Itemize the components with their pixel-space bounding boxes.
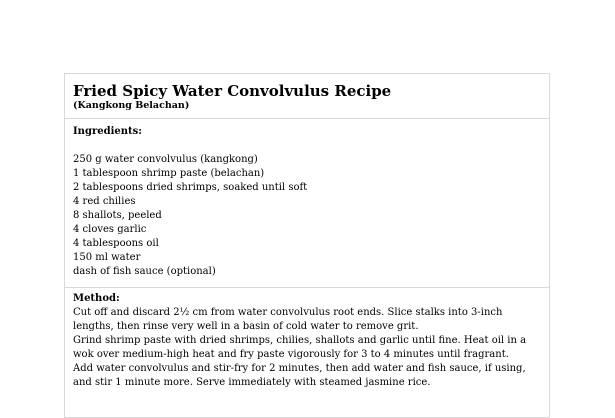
ingredient-item: 4 red chilies: [73, 196, 136, 207]
ingredients-label: Ingredients:: [73, 126, 142, 137]
recipe-title: Fried Spicy Water Convolvulus Recipe: [73, 82, 392, 100]
recipe-card: [64, 73, 550, 418]
ingredient-item: 150 ml water: [73, 252, 141, 263]
ingredient-item: 8 shallots, peeled: [73, 210, 162, 221]
recipe-header: [65, 74, 549, 119]
method-step: Cut off and discard 2½ cm from water convolvulus root ends. Slice stalks into 3-inch lengths, then rinse very well in a basin of cold water to remove grit.: [73, 307, 503, 332]
ingredient-item: 250 g water convolvulus (kangkong): [73, 154, 258, 165]
ingredient-item: 1 tablespoon shrimp paste (belachan): [73, 168, 265, 179]
method-step: Add water convolvulus and stir-fry for 2 minutes, then add water and fish sauce, if using, and stir 1 minute more. Serve immediately with steamed jasmine rice.: [73, 363, 526, 388]
spacer: [73, 139, 541, 153]
ingredient-item: 4 tablespoons oil: [73, 238, 159, 249]
ingredients-section: [65, 119, 549, 288]
method-section: [65, 288, 549, 390]
method-step: Grind shrimp paste with dried shrimps, chilies, shallots and garlic until fine. Heat oil in a wok over medium-high heat and fry paste vigorously for 3 to 4 minutes until fragrant.: [73, 335, 527, 360]
ingredient-item: 2 tablespoons dried shrimps, soaked until soft: [73, 182, 308, 193]
ingredient-item: 4 cloves garlic: [73, 224, 147, 235]
recipe-subtitle: (Kangkong Belachan): [73, 100, 190, 111]
method-label: Method:: [73, 293, 120, 304]
ingredient-item: dash of fish sauce (optional): [73, 266, 216, 277]
